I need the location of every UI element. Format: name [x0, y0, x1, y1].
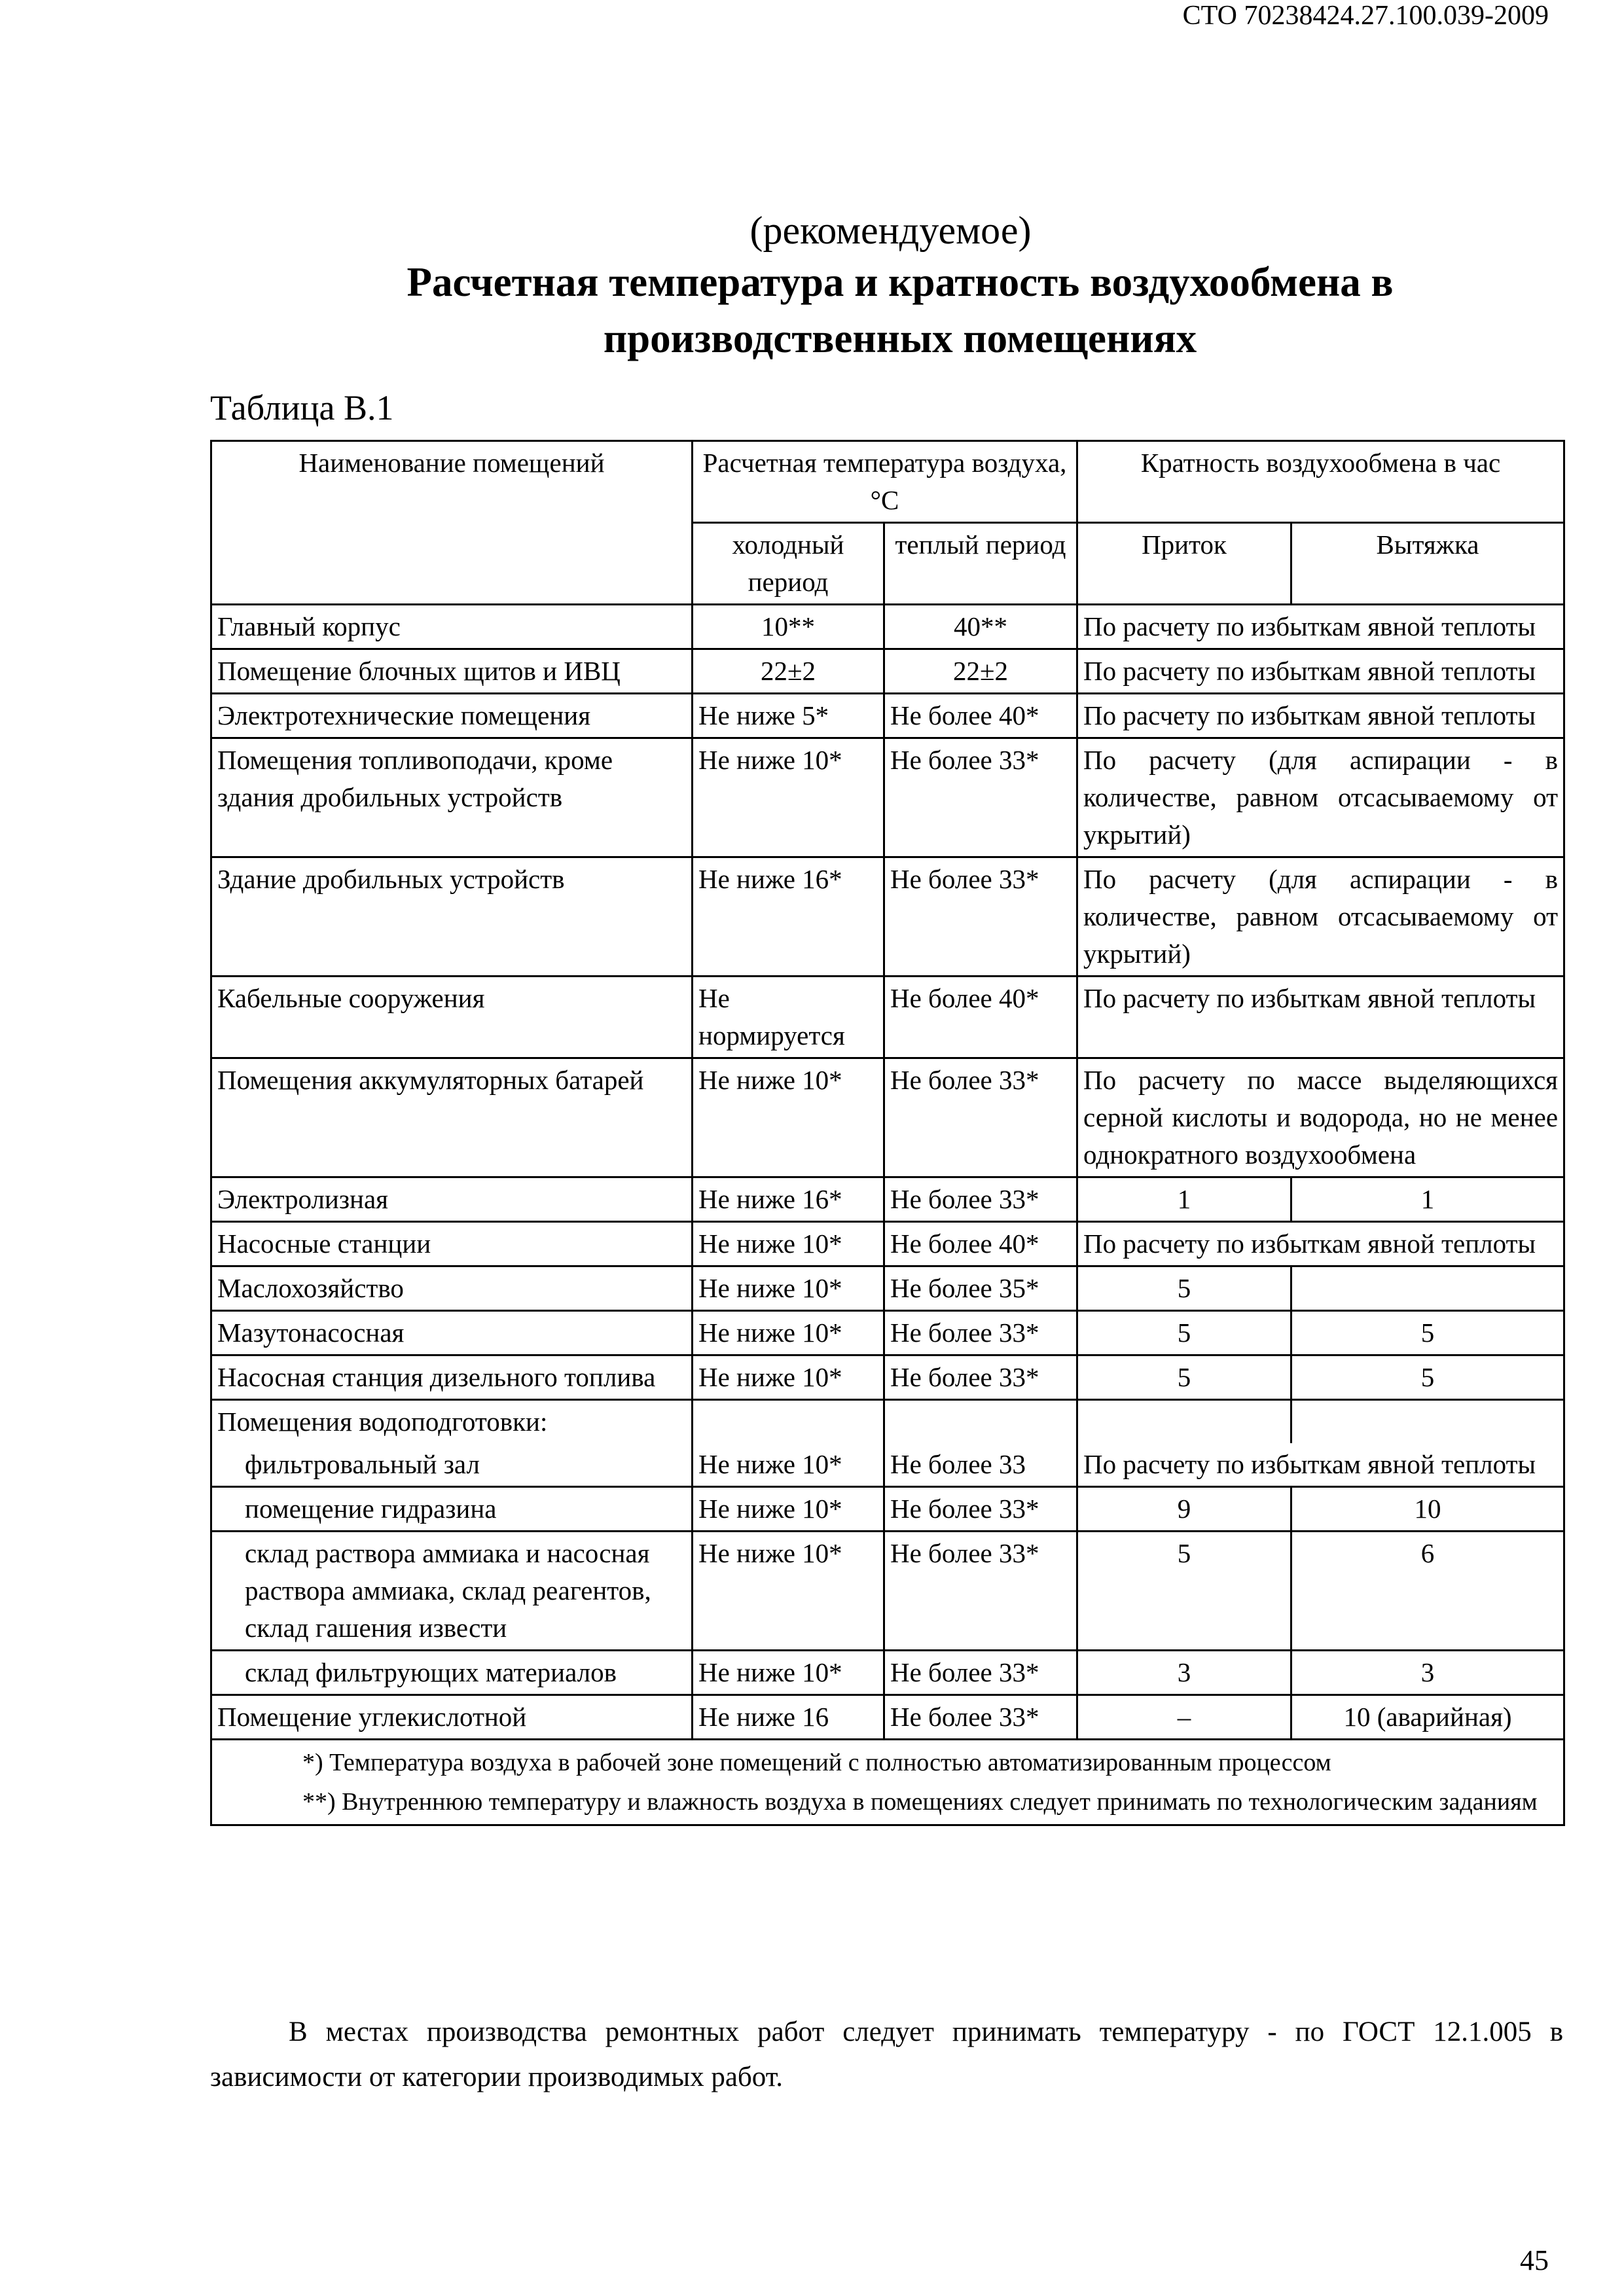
table-cell: Помещение углекислотной [211, 1695, 693, 1740]
note-2: **) Внутреннюю температуру и влажность воздуха в помещениях следует принимать по технологическим заданиям [302, 1788, 1538, 1816]
table-cell: Не ниже 16* [693, 1177, 884, 1222]
document-code: СТО 70238424.27.100.039-2009 [1182, 1, 1549, 31]
table-row [211, 857, 1564, 977]
table-cell: фильтровальный зал [211, 1443, 693, 1487]
table-cell: По расчету (для аспирации - в количестве, равном отсасываемому от укрытий) [1077, 738, 1564, 857]
table-cell: По расчету по избыткам явной теплоты [1077, 1443, 1564, 1487]
table-cell: 1 [1077, 1177, 1291, 1222]
table-cell: 5 [1291, 1311, 1564, 1355]
empty-cell [1077, 1400, 1291, 1444]
table-cell: Маслохозяйство [211, 1266, 693, 1311]
header-cold: холодный период [693, 523, 884, 605]
table-cell: 3 [1291, 1651, 1564, 1695]
table-cell: 5 [1077, 1311, 1291, 1355]
table-caption: Таблица В.1 [210, 388, 394, 427]
table-cell: Не более 33* [884, 1177, 1077, 1222]
table-cell: Не более 33* [884, 1532, 1077, 1651]
table-cell: По расчету по избыткам явной теплоты [1077, 605, 1564, 649]
table-row [211, 1266, 1564, 1311]
empty-cell [693, 1400, 884, 1444]
table-cell: 5 [1291, 1355, 1564, 1400]
title-line-2: производственных помещениях [603, 315, 1197, 361]
table-cell: Не ниже 16* [693, 857, 884, 977]
table-cell: Не более 33* [884, 1695, 1077, 1740]
table-row [211, 738, 1564, 857]
table-cell: 40** [884, 605, 1077, 649]
table-row-filter-hall [211, 1443, 1564, 1487]
table-cell: 5 [1077, 1355, 1291, 1400]
table-cell: Не ниже 10* [693, 1058, 884, 1177]
table-cell: Кабельные сооружения [211, 977, 693, 1058]
table-cell: Не ниже 10* [693, 1487, 884, 1532]
table-cell: Не ниже 16 [693, 1695, 884, 1740]
table-cell: Насосные станции [211, 1222, 693, 1266]
title-line-1: Расчетная температура и кратность воздухообмена в [406, 259, 1394, 305]
table-cell: – [1077, 1695, 1291, 1740]
table-row [211, 649, 1564, 694]
table-cell: Не ниже 10* [693, 738, 884, 857]
header-temp: Расчетная температура воздуха, °С [693, 441, 1077, 523]
header-air-out: Вытяжка [1291, 523, 1564, 605]
table-cell: Не ниже 10* [693, 1443, 884, 1487]
footer-paragraph: В местах производства ремонтных работ следует принимать температуру - по ГОСТ 12.1.005 в зависимости от категории производимых работ. [210, 2017, 1563, 2092]
table-cell: Не более 33* [884, 857, 1077, 977]
table-row [211, 977, 1564, 1058]
table-cell: Помещения водоподготовки: [211, 1400, 693, 1444]
table-cell: 5 [1077, 1532, 1291, 1651]
table-cell: Не ниже 5* [693, 694, 884, 738]
header-air-in: Приток [1077, 523, 1291, 605]
header-name: Наименование помещений [211, 441, 693, 605]
temperature-table [210, 440, 1565, 1826]
table-cell: Не ниже 10* [693, 1266, 884, 1311]
table-cell: Насосная станция дизельного топлива [211, 1355, 693, 1400]
table-row [211, 1058, 1564, 1177]
table-cell: По расчету по массе выделяющихся серной кислоты и водорода, но не менее однократного воздухообмена [1077, 1058, 1564, 1177]
table-cell: Не более 40* [884, 694, 1077, 738]
table-cell: Здание дробильных устройств [211, 857, 693, 977]
table-cell: По расчету по избыткам явной теплоты [1077, 694, 1564, 738]
empty-cell [1291, 1400, 1564, 1444]
table-cell: Помещения топливоподачи, кроме здания дробильных устройств [211, 738, 693, 857]
table-row-water-group [211, 1400, 1564, 1444]
table-cell: 22±2 [693, 649, 884, 694]
annex-title [275, 254, 1525, 367]
table-cell: Не ниже 10* [693, 1355, 884, 1400]
table-cell: Не более 35* [884, 1266, 1077, 1311]
table-cell: Электротехнические помещения [211, 694, 693, 738]
table-cell: 10 [1291, 1487, 1564, 1532]
table-cell: Не ниже 10* [693, 1532, 884, 1651]
table-row [211, 1355, 1564, 1400]
table-cell: помещение гидразина [211, 1487, 693, 1532]
table-cell: Не более 33* [884, 1311, 1077, 1355]
table-cell: Электролизная [211, 1177, 693, 1222]
table-cell: Помещение блочных щитов и ИВЦ [211, 649, 693, 694]
table-cell: По расчету по избыткам явной теплоты [1077, 977, 1564, 1058]
table-row [211, 694, 1564, 738]
table-cell: 22±2 [884, 649, 1077, 694]
table-row-co2 [211, 1695, 1564, 1740]
table-cell: Не более 33* [884, 1058, 1077, 1177]
table-cell: 6 [1291, 1532, 1564, 1651]
empty-cell [884, 1400, 1077, 1444]
table-row-hydrazine [211, 1487, 1564, 1532]
table-cell: По расчету (для аспирации - в количестве, равном отсасываемому от укрытий) [1077, 857, 1564, 977]
table-cell: Главный корпус [211, 605, 693, 649]
table-cell: По расчету по избыткам явной теплоты [1077, 1222, 1564, 1266]
annex-subtitle: (рекомендуемое) [749, 209, 1032, 252]
table-row [211, 605, 1564, 649]
table-row [211, 1222, 1564, 1266]
table-cell: 5 [1077, 1266, 1291, 1311]
table-notes-row [211, 1740, 1564, 1825]
table-cell: Не более 40* [884, 977, 1077, 1058]
table-cell: 9 [1077, 1487, 1291, 1532]
table-cell: Не более 33* [884, 738, 1077, 857]
table-cell: Не более 33* [884, 1651, 1077, 1695]
table-cell: Не более 33* [884, 1487, 1077, 1532]
table-row [211, 1177, 1564, 1222]
table-cell [1291, 1266, 1564, 1311]
table-cell: склад фильтрующих материалов [211, 1651, 693, 1695]
table-cell: склад раствора аммиака и насосная раствора аммиака, склад реагентов, склад гашения извести [211, 1532, 693, 1651]
table-cell: 1 [1291, 1177, 1564, 1222]
table-row [211, 1311, 1564, 1355]
note-1: *) Температура воздуха в рабочей зоне помещений с полностью автоматизированным процессом [302, 1749, 1331, 1776]
table-cell: Не ниже 10* [693, 1311, 884, 1355]
table-cell: Не более 33 [884, 1443, 1077, 1487]
table-cell: Не более 40* [884, 1222, 1077, 1266]
table-cell: 10** [693, 605, 884, 649]
page-number: 45 [1520, 2244, 1549, 2276]
table-cell: Не ниже 10* [693, 1222, 884, 1266]
table-notes [211, 1740, 1564, 1825]
header-air: Кратность воздухообмена в час [1077, 441, 1564, 523]
header-warm: теплый период [884, 523, 1077, 605]
table-cell: Не более 33* [884, 1355, 1077, 1400]
table-row-ammonia [211, 1532, 1564, 1651]
table-cell: Не ниже 10* [693, 1651, 884, 1695]
table-cell: Мазутонасосная [211, 1311, 693, 1355]
table-row-filter-materials [211, 1651, 1564, 1695]
table-cell: Не нормируется [693, 977, 884, 1058]
table-cell: 3 [1077, 1651, 1291, 1695]
table-cell: По расчету по избыткам явной теплоты [1077, 649, 1564, 694]
table-cell: 10 (аварийная) [1291, 1695, 1564, 1740]
table-cell: Помещения аккумуляторных батарей [211, 1058, 693, 1177]
header-row [211, 441, 1564, 523]
